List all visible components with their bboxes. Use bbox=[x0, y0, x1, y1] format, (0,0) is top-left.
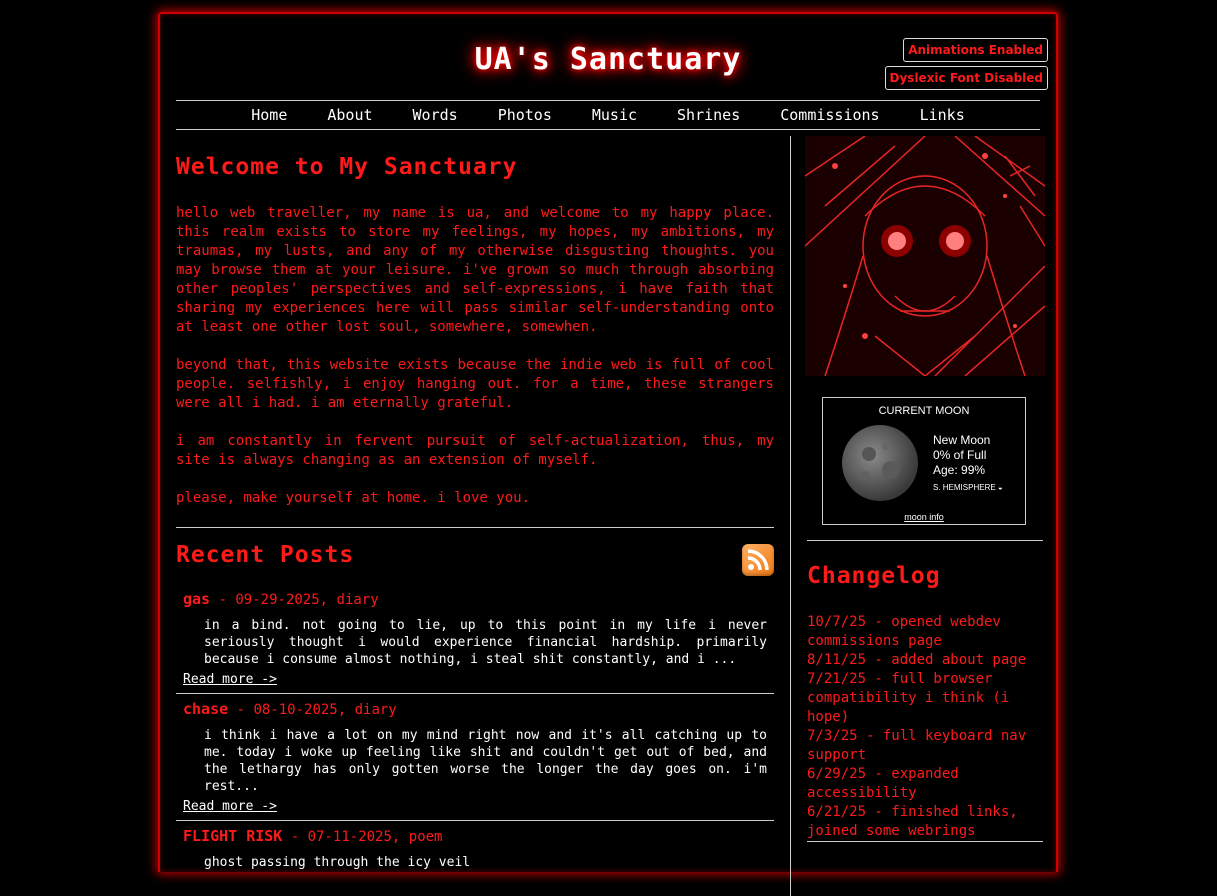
post-meta: - 07-11-2025, poem bbox=[282, 829, 443, 845]
main-content bbox=[176, 136, 774, 877]
recent-posts-header bbox=[176, 528, 774, 584]
changelog-entry: 10/7/25 - opened webdev commissions page bbox=[807, 614, 1001, 649]
sidebar bbox=[805, 136, 1045, 842]
main-nav bbox=[176, 100, 1040, 130]
post-excerpt: ghost passing through the icy veil bbox=[204, 855, 471, 870]
rss-icon[interactable] bbox=[742, 544, 774, 576]
nav-link-music[interactable]: Music bbox=[591, 106, 638, 124]
hemisphere-icon: ◒ bbox=[997, 483, 1003, 492]
nav-link-words[interactable]: Words bbox=[412, 106, 458, 124]
page-frame bbox=[158, 12, 1058, 872]
post-header bbox=[183, 700, 767, 718]
changelog-entry: 7/3/25 - full keyboard nav support bbox=[807, 728, 1027, 763]
moon-hemisphere bbox=[933, 480, 1003, 495]
changelog-entry: 6/29/25 - expanded accessibility bbox=[807, 766, 959, 801]
changelog-entry: 7/21/25 - full browser compatibility i think (i hope) bbox=[807, 671, 1010, 725]
post-title[interactable]: gas bbox=[183, 590, 211, 608]
intro-paragraph: please, make yourself at home. i love you. bbox=[176, 490, 531, 506]
read-more-link[interactable]: Read more -> bbox=[183, 672, 277, 687]
site-title: UA's Sanctuary bbox=[474, 42, 742, 77]
nav-link-photos[interactable]: Photos bbox=[497, 106, 552, 124]
post-item bbox=[176, 584, 774, 693]
intro-paragraph: i am constantly in fervent pursuit of self-actualization, thus, my site is always changing as an extension of myself. bbox=[176, 433, 774, 468]
nav-link-about[interactable]: About bbox=[327, 106, 373, 124]
post-excerpt: in a bind. not going to lie, up to this point in my life i never seriously thought i would experience financial hardship. primarily because i consume almost nothing, i steal shit constantly, and i ... bbox=[204, 618, 767, 667]
dyslexic-font-toggle-button[interactable]: Dyslexic Font Disabled bbox=[885, 66, 1048, 90]
moon-widget bbox=[822, 397, 1026, 525]
welcome-heading: Welcome to My Sanctuary bbox=[176, 154, 518, 180]
intro-paragraph: hello web traveller, my name is ua, and welcome to my happy place. this realm exists to store my feelings, my hopes, my ambitions, my traumas, my lusts, and any of my otherwise disgusting thoughts. you may browse them at your leisure. i've grown so much through absorbing other peoples' perspectives and self-expressions, i have faith that sharing my experiences here will pass similar self-understanding onto at least one other lost soul, somewhere, somewhen. bbox=[176, 205, 774, 335]
moon-info-link[interactable]: moon info bbox=[904, 512, 944, 522]
changelog-heading: Changelog bbox=[807, 563, 941, 589]
nav-link-links[interactable]: Links bbox=[919, 106, 965, 124]
post-item bbox=[176, 821, 774, 877]
nav-link-shrines[interactable]: Shrines bbox=[677, 106, 741, 124]
moon-age: Age: 99% bbox=[933, 463, 986, 477]
post-meta: - 08-10-2025, diary bbox=[228, 702, 397, 718]
post-excerpt: i think i have a lot on my mind right now and it's all catching up to me. today i woke up feeling like shit and couldn't get out of bed, and the lethargy has only gotten worse the longer the day goes on. i'm rest... bbox=[204, 728, 767, 794]
nav-link-commissions[interactable]: Commissions bbox=[780, 106, 880, 124]
profile-artwork bbox=[805, 136, 1045, 376]
read-more-link[interactable]: Read more -> bbox=[183, 799, 277, 814]
moon-info bbox=[933, 433, 1003, 495]
intro-paragraph: beyond that, this website exists because the indie web is full of cool people. selfishly, i enjoy hanging out. for a time, these strangers were all i had. i am eternally grateful. bbox=[176, 357, 774, 411]
post-item bbox=[176, 694, 774, 820]
moon-phase: New Moon bbox=[933, 433, 991, 447]
moon-illumination: 0% of Full bbox=[933, 448, 987, 462]
moon-hemisphere-label: S. HEMISPHERE bbox=[933, 483, 996, 492]
animations-toggle-button[interactable]: Animations Enabled bbox=[903, 38, 1048, 62]
post-header bbox=[183, 827, 767, 845]
nav-link-home[interactable]: Home bbox=[251, 106, 288, 124]
changelog-entry: 8/11/25 - added about page bbox=[807, 652, 1027, 668]
sidebar-divider bbox=[807, 841, 1043, 842]
post-title[interactable]: FLIGHT RISK bbox=[183, 827, 283, 845]
intro-text bbox=[176, 204, 774, 508]
post-header bbox=[183, 590, 767, 608]
changelog-list bbox=[807, 613, 1045, 841]
changelog-entry: 6/21/25 - finished links, joined some webrings bbox=[807, 804, 1018, 839]
moon-icon bbox=[841, 424, 919, 502]
post-title[interactable]: chase bbox=[183, 700, 229, 718]
column-divider bbox=[790, 136, 791, 896]
sidebar-divider bbox=[807, 540, 1043, 541]
moon-widget-title: CURRENT MOON bbox=[878, 405, 970, 417]
post-meta: - 09-29-2025, diary bbox=[210, 592, 379, 608]
recent-posts-heading: Recent Posts bbox=[176, 542, 355, 568]
